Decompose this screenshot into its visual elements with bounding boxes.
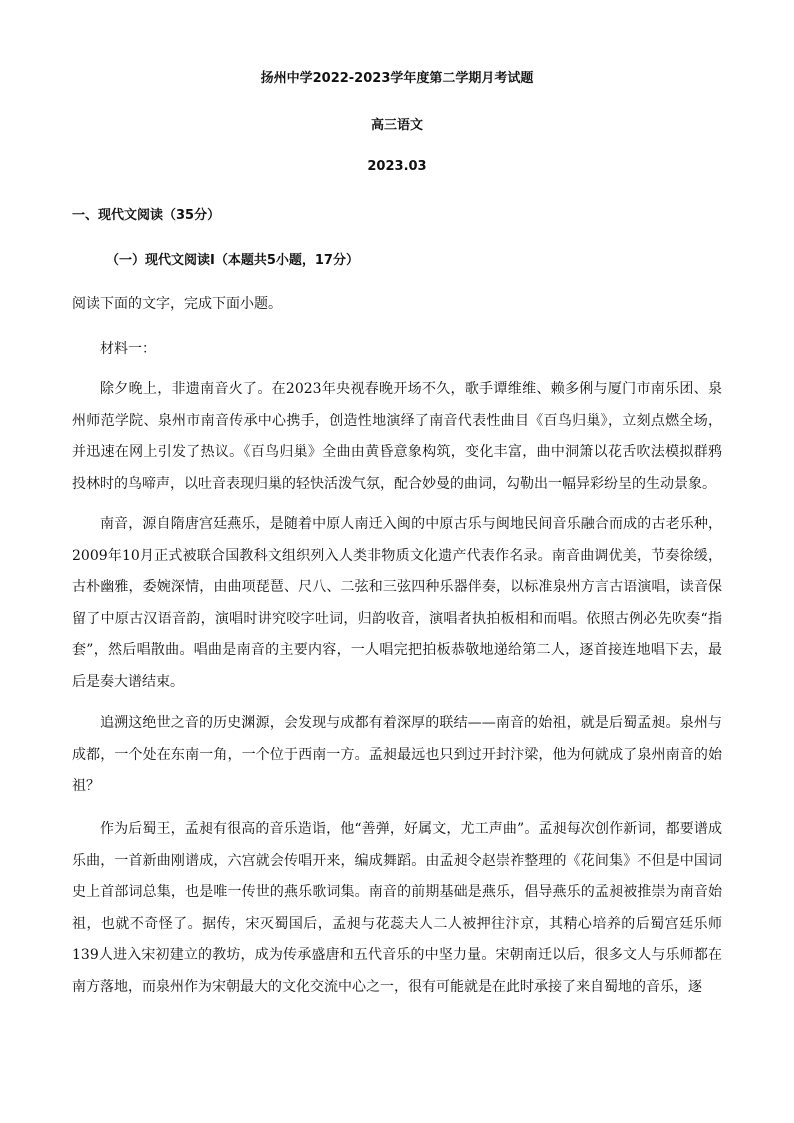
exam-title: 扬州中学2022-2023学年度第二学期月考试题 <box>260 71 534 86</box>
paragraph-3: 追溯这绝世之音的历史渊源，会发现与成都有着深厚的联结——南音的始祖，就是后蜀孟昶。泉州与成都，一个处在东南一角，一个位于西南一方。孟昶最远也只到过开封汴梁，他为何就成了泉州南音的始祖？ <box>72 715 722 794</box>
paragraph-2: 南音，源自隋唐宫廷燕乐，是随着中原人南迁入闽的中原古乐与闽地民间音乐融合而成的古老乐种，2009年10月正式被联合国教科文组织列入人类非物质文化遗产代表作名录。南音曲调优美，节奏徐缓，古朴幽雅，委婉深情，由曲项琵琶、尺八、二弦和三弦四种乐器伴奏，以标准泉州方言古语演唱，读音保留了中原古汉语音韵，演唱时讲究咬字吐词，归韵收音，演唱者执拍板相和而唱。依照古例必先吹奏“指套”，然后唱散曲。唱曲是南音的主要内容，一人唱完把拍板恭敬地递给第二人，逐首接连地唱下去，最后是奏大谱结束。 <box>72 516 722 690</box>
section-subheading: （一）现代文阅读Ⅰ（本题共5小题，17分） <box>106 253 359 268</box>
material-label: 材料一： <box>100 341 156 357</box>
section-heading: 一、现代文阅读（35分） <box>72 208 221 223</box>
reading-instruction: 阅读下面的文字，完成下面小题。 <box>72 296 282 312</box>
paragraph-4: 作为后蜀王，孟昶有很高的音乐造诣，他“善弹，好属文，尤工声曲”。孟昶每次创作新词，都要谱成乐曲，一首新曲刚谱成，六宫就会传唱开来，编成舞蹈。由孟昶令赵崇祚整理的《花间集》不但是中国词史上首部词总集，也是唯一传世的燕乐歌词集。南音的前期基础是燕乐，倡导燕乐的孟昶被推崇为南音始祖，也就不奇怪了。据传，宋灭蜀国后，孟昶与花蕊夫人二人被押往汴京，其精心培养的后蜀宫廷乐师139人进入宋初建立的教坊，成为传承盛唐和五代音乐的中坚力量。宋朝南迁以后，很多文人与乐师都在南方落地，而泉州作为宋朝最大的文化交流中心之一，很有可能就是在此时承接了来自蜀地的音乐，逐 <box>72 821 722 995</box>
exam-date: 2023.03 <box>367 159 427 174</box>
exam-subject: 高三语文 <box>370 118 423 133</box>
paragraph-1: 除夕晚上，非遗南音火了。在2023年央视春晚开场不久，歌手谭维维、赖多俐与厦门市南乐团、泉州师范学院、泉州市南音传承中心携手，创造性地演绎了南音代表性曲目《百鸟归巢》，立刻点燃全场，并迅速在网上引发了热议。《百鸟归巢》全曲由黄昏意象构筑，变化丰富，曲中洞箫以花舌吹法模拟群鸦投林时的鸟啼声，以吐音表现归巢的轻快活泼气氛，配合妙曼的曲词，勾勒出一幅异彩纷呈的生动景象。 <box>72 381 722 492</box>
